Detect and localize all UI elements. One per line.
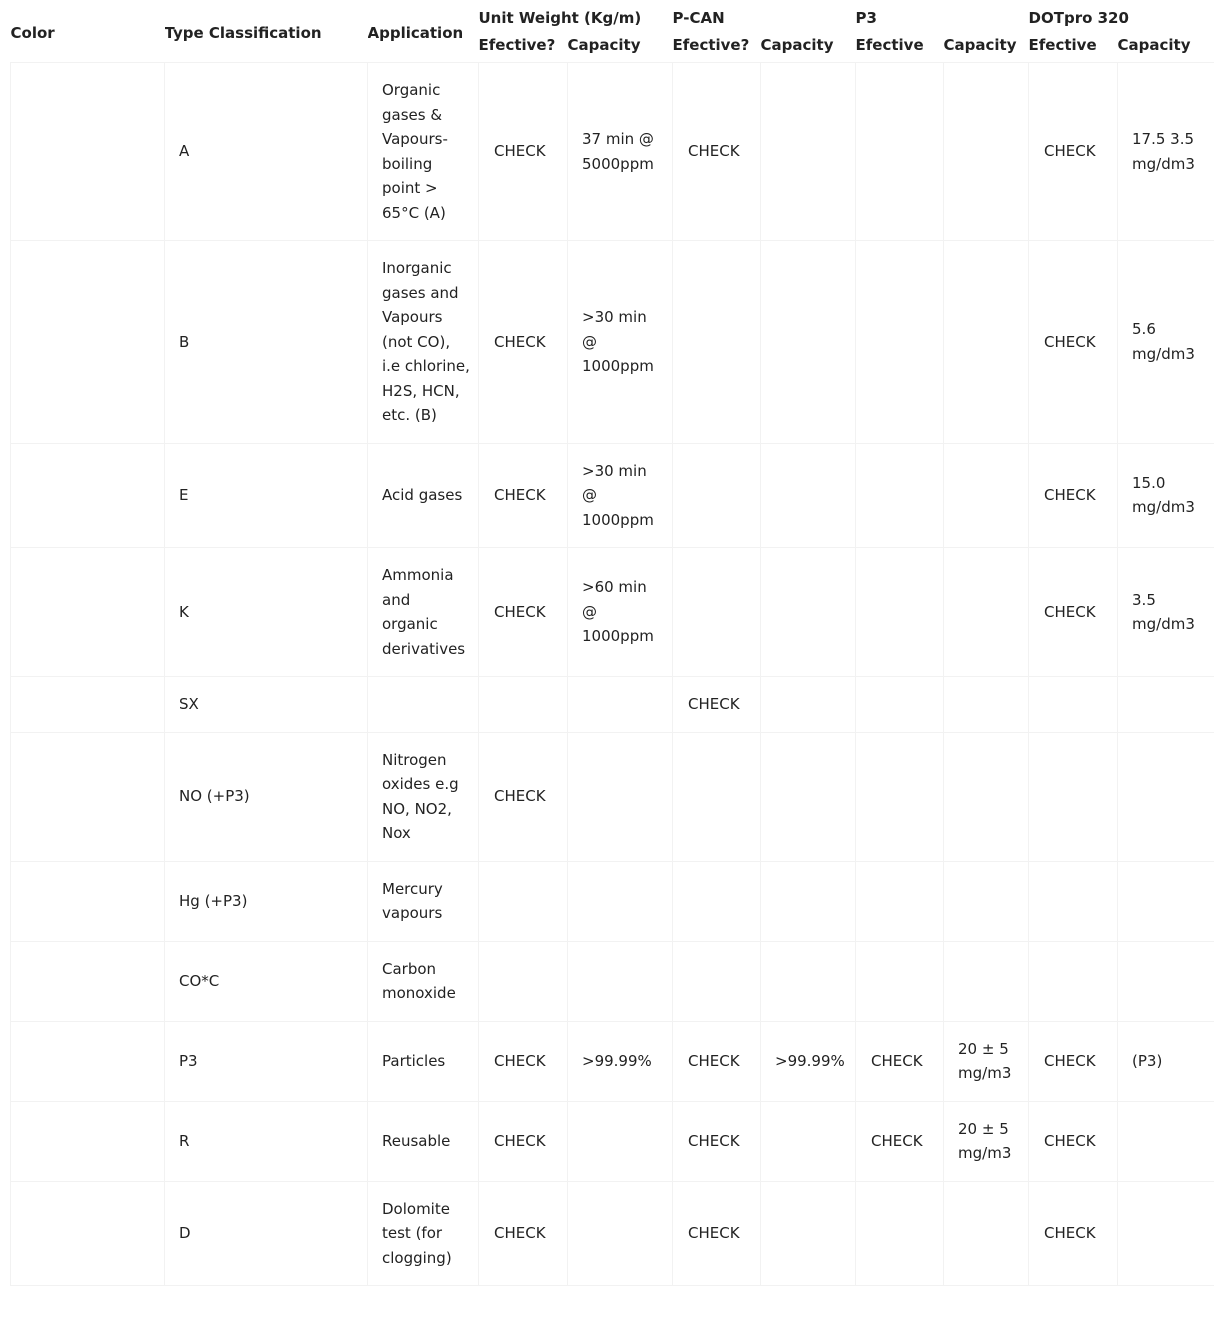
header-sub-capacity: Capacity	[943, 35, 1017, 54]
capacity-cell	[761, 677, 856, 733]
capacity-cell	[761, 63, 856, 241]
header-color: Color	[10, 24, 55, 42]
header-group-dotpro-320: DOTpro 320	[1028, 8, 1129, 27]
type-classification-cell: K	[165, 548, 368, 677]
filter-comparison-table	[10, 0, 1214, 1286]
header-group-unit-weight: Unit Weight (Kg/m)	[478, 8, 642, 27]
effective-cell	[673, 732, 761, 861]
effective-cell	[673, 548, 761, 677]
effective-cell	[1029, 941, 1118, 1021]
effective-cell: CHECK	[673, 1101, 761, 1181]
application-cell: Ammonia and organic derivatives	[368, 548, 479, 677]
capacity-cell	[761, 1181, 856, 1286]
header-sub-effective: Efective?	[672, 35, 750, 54]
effective-cell	[856, 732, 944, 861]
capacity-cell	[568, 941, 673, 1021]
capacity-cell: (P3)	[1118, 1021, 1214, 1101]
effective-cell: CHECK	[479, 1021, 568, 1101]
type-classification-cell: P3	[165, 1021, 368, 1101]
application-cell: Mercury vapours	[368, 861, 479, 941]
capacity-cell	[568, 677, 673, 733]
effective-cell	[856, 443, 944, 548]
table-header	[11, 0, 1214, 63]
header-sub-capacity: Capacity	[1117, 35, 1191, 54]
capacity-cell	[944, 443, 1029, 548]
capacity-cell	[944, 941, 1029, 1021]
type-classification-cell: A	[165, 63, 368, 241]
capacity-cell: >99.99%	[568, 1021, 673, 1101]
effective-cell	[856, 861, 944, 941]
capacity-cell	[944, 861, 1029, 941]
capacity-cell	[761, 548, 856, 677]
effective-cell	[1029, 732, 1118, 861]
capacity-cell	[761, 241, 856, 444]
effective-cell: CHECK	[479, 732, 568, 861]
capacity-cell	[944, 732, 1029, 861]
table-row	[11, 941, 1214, 1021]
effective-cell: CHECK	[479, 241, 568, 444]
color-cell	[11, 861, 165, 941]
color-cell	[11, 732, 165, 861]
table-row	[11, 548, 1214, 677]
capacity-cell: 15.0 mg/dm3	[1118, 443, 1214, 548]
capacity-cell	[568, 1101, 673, 1181]
application-cell: Inorganic gases and Vapours (not CO), i.e chlorine, H2S, HCN, etc. (B)	[368, 241, 479, 444]
capacity-cell	[761, 443, 856, 548]
application-cell: Carbon monoxide	[368, 941, 479, 1021]
capacity-cell	[1118, 1101, 1214, 1181]
application-cell: Dolomite test (for clogging)	[368, 1181, 479, 1286]
effective-cell: CHECK	[479, 548, 568, 677]
capacity-cell: 20 ± 5 mg/m3	[944, 1021, 1029, 1101]
header-sub-effective: Efective?	[478, 35, 556, 54]
header-sub-effective: Efective	[1028, 35, 1097, 54]
effective-cell	[673, 861, 761, 941]
header-group-p-can: P-CAN	[672, 8, 725, 27]
capacity-cell	[1118, 861, 1214, 941]
effective-cell: CHECK	[856, 1101, 944, 1181]
effective-cell: CHECK	[1029, 1101, 1118, 1181]
table-row	[11, 63, 1214, 241]
capacity-cell	[1118, 732, 1214, 861]
header-type-classification: Type Classification	[164, 24, 322, 42]
capacity-cell	[944, 548, 1029, 677]
color-cell	[11, 443, 165, 548]
capacity-cell: 20 ± 5 mg/m3	[944, 1101, 1029, 1181]
capacity-cell	[568, 732, 673, 861]
color-cell	[11, 1021, 165, 1101]
capacity-cell: 37 min @ 5000ppm	[568, 63, 673, 241]
type-classification-cell: R	[165, 1101, 368, 1181]
application-cell: Nitrogen oxides e.g NO, NO2, Nox	[368, 732, 479, 861]
effective-cell	[673, 443, 761, 548]
effective-cell: CHECK	[1029, 1181, 1118, 1286]
capacity-cell	[761, 941, 856, 1021]
effective-cell: CHECK	[1029, 63, 1118, 241]
application-cell	[368, 677, 479, 733]
capacity-cell	[568, 1181, 673, 1286]
capacity-cell	[1118, 1181, 1214, 1286]
effective-cell	[856, 241, 944, 444]
effective-cell	[856, 1181, 944, 1286]
effective-cell	[1029, 677, 1118, 733]
effective-cell: CHECK	[673, 677, 761, 733]
capacity-cell	[1118, 677, 1214, 733]
capacity-cell	[761, 1101, 856, 1181]
color-cell	[11, 1181, 165, 1286]
header-sub-capacity: Capacity	[760, 35, 834, 54]
effective-cell: CHECK	[479, 1101, 568, 1181]
table-row	[11, 732, 1214, 861]
color-cell	[11, 63, 165, 241]
effective-cell: CHECK	[1029, 1021, 1118, 1101]
effective-cell: CHECK	[673, 1021, 761, 1101]
capacity-cell: 5.6 mg/dm3	[1118, 241, 1214, 444]
table-row	[11, 861, 1214, 941]
color-cell	[11, 241, 165, 444]
effective-cell	[1029, 861, 1118, 941]
table-row	[11, 1021, 1214, 1101]
capacity-cell	[944, 1181, 1029, 1286]
capacity-cell	[944, 63, 1029, 241]
color-cell	[11, 677, 165, 733]
type-classification-cell: NO (+P3)	[165, 732, 368, 861]
type-classification-cell: SX	[165, 677, 368, 733]
effective-cell	[856, 548, 944, 677]
color-cell	[11, 548, 165, 677]
capacity-cell: >30 min @ 1000ppm	[568, 443, 673, 548]
table-row	[11, 241, 1214, 444]
effective-cell: CHECK	[479, 63, 568, 241]
header-sub-effective: Efective	[855, 35, 924, 54]
effective-cell	[479, 677, 568, 733]
capacity-cell	[1118, 941, 1214, 1021]
effective-cell	[673, 941, 761, 1021]
effective-cell: CHECK	[673, 63, 761, 241]
type-classification-cell: Hg (+P3)	[165, 861, 368, 941]
capacity-cell: >60 min @ 1000ppm	[568, 548, 673, 677]
table-row	[11, 677, 1214, 733]
application-cell: Reusable	[368, 1101, 479, 1181]
effective-cell	[856, 677, 944, 733]
type-classification-cell: D	[165, 1181, 368, 1286]
capacity-cell: 17.5 3.5 mg/dm3	[1118, 63, 1214, 241]
effective-cell	[479, 941, 568, 1021]
capacity-cell	[944, 241, 1029, 444]
capacity-cell	[568, 861, 673, 941]
capacity-cell	[944, 677, 1029, 733]
effective-cell: CHECK	[1029, 241, 1118, 444]
capacity-cell: >30 min @ 1000ppm	[568, 241, 673, 444]
table-row	[11, 443, 1214, 548]
effective-cell	[479, 861, 568, 941]
type-classification-cell: E	[165, 443, 368, 548]
capacity-cell: >99.99%	[761, 1021, 856, 1101]
effective-cell	[673, 241, 761, 444]
capacity-cell: 3.5 mg/dm3	[1118, 548, 1214, 677]
table-row	[11, 1181, 1214, 1286]
application-cell: Particles	[368, 1021, 479, 1101]
application-cell: Acid gases	[368, 443, 479, 548]
effective-cell: CHECK	[479, 1181, 568, 1286]
application-cell: Organic gases & Vapours-boiling point > 65°C (A)	[368, 63, 479, 241]
type-classification-cell: CO*C	[165, 941, 368, 1021]
color-cell	[11, 941, 165, 1021]
header-application: Application	[367, 24, 464, 42]
table-row	[11, 1101, 1214, 1181]
effective-cell	[856, 941, 944, 1021]
effective-cell	[856, 63, 944, 241]
header-sub-capacity: Capacity	[567, 35, 641, 54]
type-classification-cell: B	[165, 241, 368, 444]
effective-cell: CHECK	[673, 1181, 761, 1286]
effective-cell: CHECK	[479, 443, 568, 548]
table-body	[11, 63, 1214, 1286]
effective-cell: CHECK	[856, 1021, 944, 1101]
color-cell	[11, 1101, 165, 1181]
capacity-cell	[761, 732, 856, 861]
effective-cell: CHECK	[1029, 443, 1118, 548]
header-group-p3: P3	[855, 8, 877, 27]
capacity-cell	[761, 861, 856, 941]
effective-cell: CHECK	[1029, 548, 1118, 677]
